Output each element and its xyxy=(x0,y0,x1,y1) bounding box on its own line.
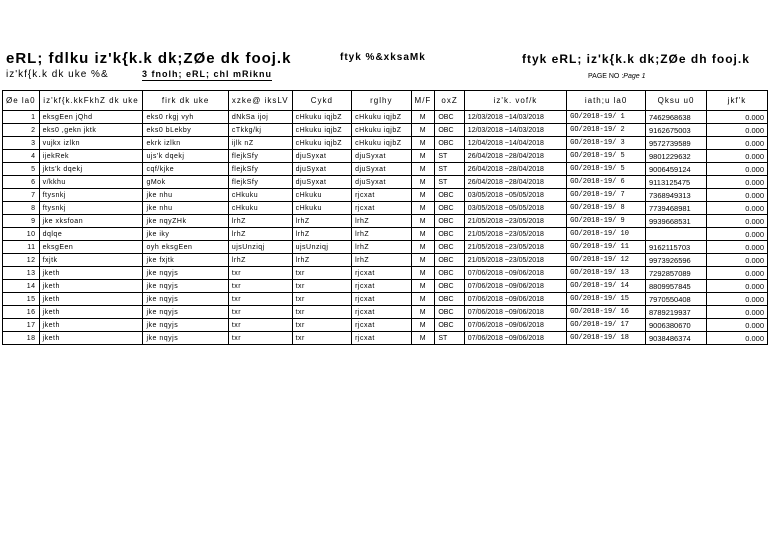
amount-cell: 0.000 xyxy=(706,124,767,137)
gender-cell: M xyxy=(411,163,435,176)
training-period-cell: 07/06/2018 ~09/06/2018 xyxy=(464,280,566,293)
table-row xyxy=(3,280,768,293)
tehsil-cell: djuSyxat xyxy=(352,150,411,163)
father-name-cell: jke nqyjs xyxy=(143,267,228,280)
training-period-cell: 07/06/2018 ~09/06/2018 xyxy=(464,293,566,306)
serial-cell: 4 xyxy=(3,150,40,163)
table-row xyxy=(3,176,768,189)
amount-cell: 0.000 xyxy=(706,150,767,163)
category-cell: OBC xyxy=(435,202,464,215)
page-number xyxy=(588,73,645,80)
father-name-cell: oyh eksgEen xyxy=(143,241,228,254)
trainee-name-cell: jketh xyxy=(39,280,143,293)
block-cell: djuSyxat xyxy=(292,150,351,163)
trainee-name-cell: jke xksfoan xyxy=(39,215,143,228)
serial-cell: 17 xyxy=(3,319,40,332)
trainee-name-cell: ijekRek xyxy=(39,150,143,163)
tehsil-cell: lrhZ xyxy=(352,228,411,241)
category-cell: OBC xyxy=(435,254,464,267)
training-period-cell: 21/05/2018 ~23/05/2018 xyxy=(464,215,566,228)
gender-cell: M xyxy=(411,137,435,150)
village-cell: flejkSfy xyxy=(228,176,292,189)
gender-cell: M xyxy=(411,319,435,332)
block-cell: lrhZ xyxy=(292,228,351,241)
amount-cell: 0.000 xyxy=(706,215,767,228)
village-cell: lrhZ xyxy=(228,228,292,241)
registration-no-cell: GO/2018-19/ 3 xyxy=(567,137,646,150)
registration-no-cell: GO/2018-19/ 10 xyxy=(567,228,646,241)
registration-no-cell: GO/2018-19/ 16 xyxy=(567,306,646,319)
gender-cell: M xyxy=(411,176,435,189)
phone-cell: 9801229632 xyxy=(646,150,707,163)
category-cell: OBC xyxy=(435,241,464,254)
phone-cell: 7970550408 xyxy=(646,293,707,306)
phone-cell: 8809957845 xyxy=(646,280,707,293)
category-cell: OBC xyxy=(435,189,464,202)
tehsil-cell: rjcxat xyxy=(352,306,411,319)
tehsil-cell: lrhZ xyxy=(352,241,411,254)
father-name-cell: jke nqyZHk xyxy=(143,215,228,228)
trainee-name-cell: dqlqe xyxy=(39,228,143,241)
registration-no-cell: GO/2018-19/ 2 xyxy=(567,124,646,137)
table-row xyxy=(3,267,768,280)
gender-cell: M xyxy=(411,111,435,124)
amount-cell: 0.000 xyxy=(706,176,767,189)
table-row xyxy=(3,150,768,163)
table-row xyxy=(3,241,768,254)
registration-no-cell: GO/2018-19/ 18 xyxy=(567,332,646,345)
serial-cell: 3 xyxy=(3,137,40,150)
table-row xyxy=(3,137,768,150)
tehsil-cell: cHkuku iqjbZ xyxy=(352,137,411,150)
amount-cell: 0.000 xyxy=(706,189,767,202)
phone-cell: 8789219937 xyxy=(646,306,707,319)
category-cell: OBC xyxy=(435,228,464,241)
father-name-cell: jke nqyjs xyxy=(143,306,228,319)
father-name-cell: ekrk izlkn xyxy=(143,137,228,150)
category-cell: OBC xyxy=(435,306,464,319)
amount-cell: 0.000 xyxy=(706,254,767,267)
gender-cell: M xyxy=(411,241,435,254)
category-cell: OBC xyxy=(435,319,464,332)
training-period-cell: 12/03/2018 ~14/03/2018 xyxy=(464,124,566,137)
tehsil-cell: rjcxat xyxy=(352,293,411,306)
category-cell: OBC xyxy=(435,111,464,124)
phone-cell: 9038486374 xyxy=(646,332,707,345)
training-period-cell: 26/04/2018 ~28/04/2018 xyxy=(464,176,566,189)
amount-cell: 0.000 xyxy=(706,332,767,345)
training-period-cell: 21/05/2018 ~23/05/2018 xyxy=(464,241,566,254)
table-row xyxy=(3,254,768,267)
phone-cell: 9939668531 xyxy=(646,215,707,228)
registration-no-cell: GO/2018-19/ 7 xyxy=(567,189,646,202)
column-header-amount: jkf'k xyxy=(706,91,767,111)
gender-cell: M xyxy=(411,150,435,163)
amount-cell: 0.000 xyxy=(706,228,767,241)
serial-cell: 1 xyxy=(3,111,40,124)
training-period-cell: 21/05/2018 ~23/05/2018 xyxy=(464,254,566,267)
training-period-cell: 07/06/2018 ~09/06/2018 xyxy=(464,306,566,319)
column-header-trainee-name: iz'kf{k.kkFkhZ dk uke xyxy=(39,91,143,111)
serial-cell: 6 xyxy=(3,176,40,189)
trainee-name-cell: v/kkhu xyxy=(39,176,143,189)
phone-cell: 9113125475 xyxy=(646,176,707,189)
registration-no-cell: GO/2018-19/ 14 xyxy=(567,280,646,293)
registration-no-cell: GO/2018-19/ 1 xyxy=(567,111,646,124)
table-body xyxy=(3,111,768,345)
village-cell: ijlk nZ xyxy=(228,137,292,150)
village-cell: txr xyxy=(228,332,292,345)
father-name-cell: jke nhu xyxy=(143,189,228,202)
amount-cell: 0.000 xyxy=(706,319,767,332)
village-cell: lrhZ xyxy=(228,254,292,267)
trainee-name-cell: jketh xyxy=(39,267,143,280)
phone-cell: 9162675003 xyxy=(646,124,707,137)
registration-no-cell: GO/2018-19/ 5 xyxy=(567,163,646,176)
block-cell: txr xyxy=(292,293,351,306)
block-cell: cHkuku xyxy=(292,189,351,202)
serial-cell: 12 xyxy=(3,254,40,267)
block-cell: ujsUnziqj xyxy=(292,241,351,254)
column-header-gender: M/F xyxy=(411,91,435,111)
block-cell: txr xyxy=(292,332,351,345)
training-period-cell: 12/03/2018 ~14/03/2018 xyxy=(464,111,566,124)
phone-cell: 9572739589 xyxy=(646,137,707,150)
training-period-cell: 12/04/2018 ~14/04/2018 xyxy=(464,137,566,150)
block-cell: txr xyxy=(292,267,351,280)
serial-cell: 2 xyxy=(3,124,40,137)
father-name-cell: gMok xyxy=(143,176,228,189)
block-cell: txr xyxy=(292,306,351,319)
table-row xyxy=(3,306,768,319)
registration-no-cell: GO/2018-19/ 12 xyxy=(567,254,646,267)
category-cell: ST xyxy=(435,332,464,345)
father-name-cell: jke nqyjs xyxy=(143,280,228,293)
village-cell: dNkSa ijoj xyxy=(228,111,292,124)
father-name-cell: jke nqyjs xyxy=(143,293,228,306)
trainee-name-cell: jketh xyxy=(39,332,143,345)
column-header-registration-no: iath;u la0 xyxy=(567,91,646,111)
table-row xyxy=(3,332,768,345)
serial-cell: 11 xyxy=(3,241,40,254)
phone-cell: 9006380670 xyxy=(646,319,707,332)
gender-cell: M xyxy=(411,202,435,215)
gender-cell: M xyxy=(411,215,435,228)
tehsil-cell: rjcxat xyxy=(352,332,411,345)
registration-no-cell: GO/2018-19/ 11 xyxy=(567,241,646,254)
category-cell: ST xyxy=(435,176,464,189)
trainee-name-cell: vujkx izlkn xyxy=(39,137,143,150)
training-period-cell: 07/06/2018 ~09/06/2018 xyxy=(464,319,566,332)
category-cell: OBC xyxy=(435,267,464,280)
serial-cell: 7 xyxy=(3,189,40,202)
gender-cell: M xyxy=(411,332,435,345)
block-cell: cHkuku iqjbZ xyxy=(292,137,351,150)
phone-cell: 7368949313 xyxy=(646,189,707,202)
village-cell: txr xyxy=(228,280,292,293)
page-number-label: PAGE NO : xyxy=(588,73,624,80)
registration-no-cell: GO/2018-19/ 13 xyxy=(567,267,646,280)
report-title: eRL; fdlku iz'k{k.k dk;ZØe dk fooj.k xyxy=(6,50,292,67)
serial-cell: 10 xyxy=(3,228,40,241)
father-name-cell: ujs'k dqekj xyxy=(143,150,228,163)
trainee-name-cell: ftysnkj xyxy=(39,202,143,215)
trainee-name-cell: jketh xyxy=(39,319,143,332)
tehsil-cell: djuSyxat xyxy=(352,176,411,189)
father-name-cell: eks0 rkgj vyh xyxy=(143,111,228,124)
district-label: ftyk %&xksaMk xyxy=(340,52,426,63)
table-row xyxy=(3,215,768,228)
trainee-name-cell: jkts'k dqekj xyxy=(39,163,143,176)
serial-cell: 16 xyxy=(3,306,40,319)
block-cell: txr xyxy=(292,280,351,293)
trainee-name-cell: ftysnkj xyxy=(39,189,143,202)
block-cell: djuSyxat xyxy=(292,163,351,176)
father-name-cell: cqf/kjke xyxy=(143,163,228,176)
serial-cell: 9 xyxy=(3,215,40,228)
trainee-name-cell: eksgEen xyxy=(39,241,143,254)
block-cell: cHkuku xyxy=(292,202,351,215)
category-cell: OBC xyxy=(435,124,464,137)
registration-no-cell: GO/2018-19/ 15 xyxy=(567,293,646,306)
column-header-block: Cykd xyxy=(292,91,351,111)
table-row xyxy=(3,319,768,332)
phone-cell: 7462968638 xyxy=(646,111,707,124)
amount-cell: 0.000 xyxy=(706,163,767,176)
trainee-name-cell: fxjtk xyxy=(39,254,143,267)
category-cell: ST xyxy=(435,150,464,163)
column-header-category: oxZ xyxy=(435,91,464,111)
phone-cell: 7292857089 xyxy=(646,267,707,280)
block-cell: lrhZ xyxy=(292,215,351,228)
column-header-father-name: firk dk uke xyxy=(143,91,228,111)
table-row xyxy=(3,111,768,124)
village-cell: cHkuku xyxy=(228,189,292,202)
tehsil-cell: rjcxat xyxy=(352,319,411,332)
column-header-phone: Qksu u0 xyxy=(646,91,707,111)
gender-cell: M xyxy=(411,306,435,319)
table-header-row xyxy=(3,91,768,111)
tehsil-cell: djuSyxat xyxy=(352,163,411,176)
gender-cell: M xyxy=(411,228,435,241)
column-header-training-period: iz'k. vof/k xyxy=(464,91,566,111)
village-cell: txr xyxy=(228,267,292,280)
training-period-cell: 03/05/2018 ~05/05/2018 xyxy=(464,202,566,215)
table-row xyxy=(3,163,768,176)
phone-cell xyxy=(646,228,707,241)
training-period-cell: 26/04/2018 ~28/04/2018 xyxy=(464,163,566,176)
registration-no-cell: GO/2018-19/ 9 xyxy=(567,215,646,228)
table-row xyxy=(3,228,768,241)
block-cell: txr xyxy=(292,319,351,332)
phone-cell: 9162115703 xyxy=(646,241,707,254)
tehsil-cell: rjcxat xyxy=(352,189,411,202)
report-right-title: ftyk eRL; iz'k{k.k dk;ZØe dh fooj.k xyxy=(522,52,750,66)
training-period-cell: 21/05/2018 ~23/05/2018 xyxy=(464,228,566,241)
category-cell: OBC xyxy=(435,215,464,228)
training-period-cell: 07/06/2018 ~09/06/2018 xyxy=(464,332,566,345)
training-period-cell: 07/06/2018 ~09/06/2018 xyxy=(464,267,566,280)
serial-cell: 18 xyxy=(3,332,40,345)
registration-no-cell: GO/2018-19/ 6 xyxy=(567,176,646,189)
tehsil-cell: rjcxat xyxy=(352,202,411,215)
amount-cell: 0.000 xyxy=(706,306,767,319)
serial-cell: 5 xyxy=(3,163,40,176)
father-name-cell: jke nqyjs xyxy=(143,319,228,332)
village-cell: txr xyxy=(228,319,292,332)
block-cell: lrhZ xyxy=(292,254,351,267)
village-cell: cHkuku xyxy=(228,202,292,215)
amount-cell: 0.000 xyxy=(706,267,767,280)
trainee-name-cell: jketh xyxy=(39,306,143,319)
gender-cell: M xyxy=(411,124,435,137)
training-name-label: iz'kf{k.k dk uke %& xyxy=(6,69,109,80)
trainee-name-cell: jketh xyxy=(39,293,143,306)
tehsil-cell: rjcxat xyxy=(352,267,411,280)
page-number-value: Page 1 xyxy=(623,73,646,80)
table-row xyxy=(3,124,768,137)
tehsil-cell: cHkuku iqjbZ xyxy=(352,111,411,124)
gender-cell: M xyxy=(411,293,435,306)
village-cell: lrhZ xyxy=(228,215,292,228)
serial-cell: 15 xyxy=(3,293,40,306)
father-name-cell: jke nqyjs xyxy=(143,332,228,345)
training-period-cell: 26/04/2018 ~28/04/2018 xyxy=(464,150,566,163)
serial-cell: 13 xyxy=(3,267,40,280)
trainee-table xyxy=(2,90,768,345)
registration-no-cell: GO/2018-19/ 5 xyxy=(567,150,646,163)
column-header-village: xzke@ iksLV xyxy=(228,91,292,111)
block-cell: djuSyxat xyxy=(292,176,351,189)
father-name-cell: eks0 bLekby xyxy=(143,124,228,137)
serial-cell: 14 xyxy=(3,280,40,293)
father-name-cell: jke fxjtk xyxy=(143,254,228,267)
tehsil-cell: lrhZ xyxy=(352,254,411,267)
village-cell: txr xyxy=(228,293,292,306)
serial-cell: 8 xyxy=(3,202,40,215)
father-name-cell: jke nhu xyxy=(143,202,228,215)
category-cell: ST xyxy=(435,163,464,176)
father-name-cell: jke iky xyxy=(143,228,228,241)
training-period-cell: 03/05/2018 ~05/05/2018 xyxy=(464,189,566,202)
amount-cell: 0.000 xyxy=(706,111,767,124)
village-cell: flejkSfy xyxy=(228,150,292,163)
village-cell: ujsUnziqj xyxy=(228,241,292,254)
gender-cell: M xyxy=(411,189,435,202)
tehsil-cell: cHkuku iqjbZ xyxy=(352,124,411,137)
table-row xyxy=(3,202,768,215)
registration-no-cell: GO/2018-19/ 17 xyxy=(567,319,646,332)
registration-no-cell: GO/2018-19/ 8 xyxy=(567,202,646,215)
gender-cell: M xyxy=(411,280,435,293)
column-header-serial: Øe la0 xyxy=(3,91,40,111)
category-cell: OBC xyxy=(435,293,464,306)
amount-cell: 0.000 xyxy=(706,137,767,150)
phone-cell: 9973926596 xyxy=(646,254,707,267)
amount-cell: 0.000 xyxy=(706,280,767,293)
block-cell: cHkuku iqjbZ xyxy=(292,111,351,124)
phone-cell: 7739468981 xyxy=(646,202,707,215)
table-row xyxy=(3,293,768,306)
gender-cell: M xyxy=(411,267,435,280)
trainee-name-cell: eks0 ,gekn jktk xyxy=(39,124,143,137)
phone-cell: 9006459124 xyxy=(646,163,707,176)
category-cell: OBC xyxy=(435,280,464,293)
trainee-name-cell: eksgEen jQhd xyxy=(39,111,143,124)
category-cell: OBC xyxy=(435,137,464,150)
tehsil-cell: lrhZ xyxy=(352,215,411,228)
amount-cell: 0.000 xyxy=(706,241,767,254)
tehsil-cell: rjcxat xyxy=(352,280,411,293)
block-cell: cHkuku iqjbZ xyxy=(292,124,351,137)
training-name-value: 3 fnolh; eRL; chl mRiknu xyxy=(142,69,273,79)
amount-cell: 0.000 xyxy=(706,202,767,215)
gender-cell: M xyxy=(411,254,435,267)
village-cell: cTkkg/kj xyxy=(228,124,292,137)
column-header-tehsil: rglhy xyxy=(352,91,411,111)
village-cell: flejkSfy xyxy=(228,163,292,176)
amount-cell: 0.000 xyxy=(706,293,767,306)
village-cell: txr xyxy=(228,306,292,319)
table-row xyxy=(3,189,768,202)
